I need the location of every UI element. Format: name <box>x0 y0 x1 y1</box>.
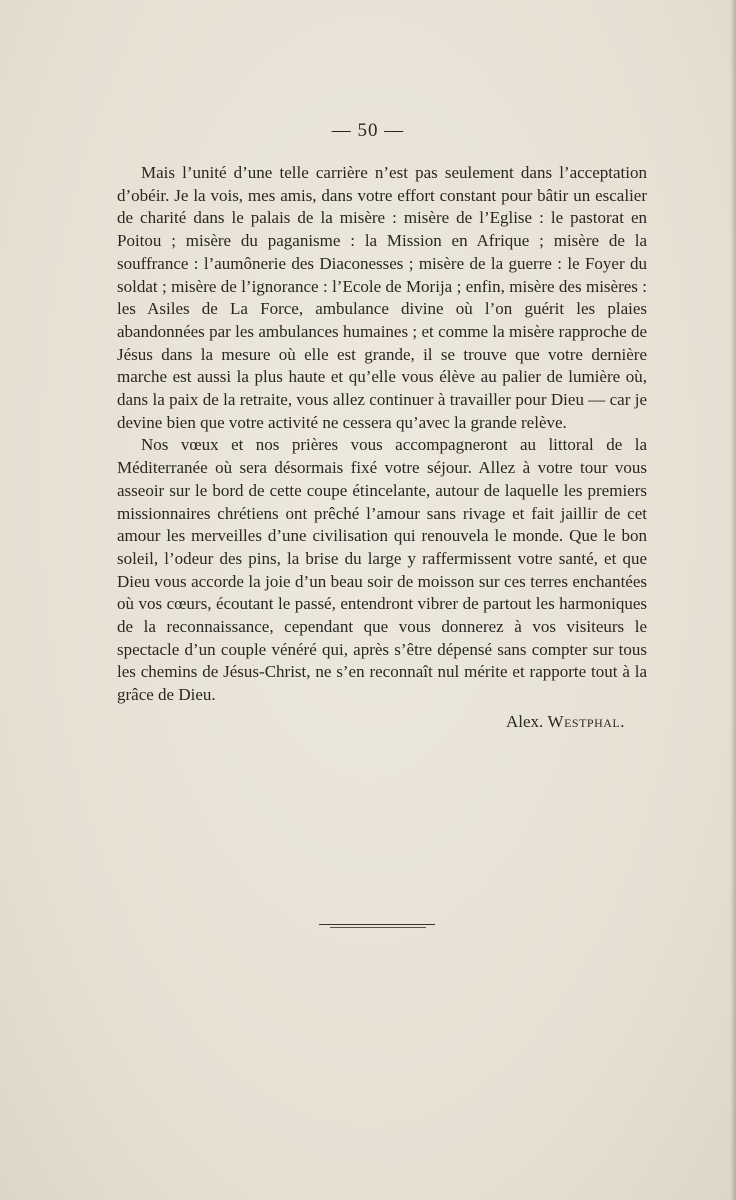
paragraph-1: Mais l’unité d’une telle carrière n’est pas seulement dans l’acceptation d’obéir. Je la vois, mes amis, dans votre effort constant pour bâtir un escalier de charité dans le palais de la misère : misère de l’Eglise : le pastorat en Poitou ; misère du paganisme : la Mission en Afrique ; misère de la souffrance : l’aumônerie des Diaconesses ; misère de la guerre : le Foyer du soldat ; misère de l’ignorance : l’Ecole de Morija ; enfin, misère des misères : les Asiles de La Force, ambulance divine où l’on guérit les plaies abandonnées par les ambulances humaines ; et comme la misère rapproche de Jésus dans la mesure où elle est grande, il se trouve que votre dernière marche est aussi la plus haute et qu’elle vous élève au palier de lumière où, dans la paix de la retraite, vous allez continuer à travailler pour Dieu — car je devine bien que votre activité ne cessera qu’avec la grande relève. <box>117 163 647 432</box>
page-edge-shadow <box>730 0 736 1200</box>
body-text <box>117 162 647 734</box>
closing-rule-inner <box>330 927 426 928</box>
page-number: — 50 — <box>331 120 405 141</box>
signature-last-name: Westphal. <box>547 711 625 731</box>
paragraph-2: Nos vœux et nos prières vous accompagneront au littoral de la Méditerranée où sera désormais fixé votre séjour. Allez à votre tour vous asseoir sur le bord de cette coupe étincelante, autour de laquelle les premiers missionnaires chrétiens ont prêché l’amour sans rivage et fait jaillir de cet amour les merveilles d’une civilisation qui renouvela le monde. Que le bon soleil, l’odeur des pins, la brise du large y raffermissent votre santé, et que Dieu vous accorde la joie d’un beau soir de moisson sur ces terres enchantées où vos cœurs, écoutant le passé, entendront vibrer de partout les harmoniques de la reconnaissance, cependant que vous donnerez à vos visiteurs le spectacle d’un couple vénéré qui, après s’être dépensé sans compter sur tous les chemins de Jésus-Christ, ne s’en reconnaît nul mérite et rapporte tout à la grâce de Dieu. <box>117 435 647 705</box>
closing-rule <box>319 924 435 925</box>
signature <box>117 711 647 734</box>
signature-first-name: Alex. <box>505 711 544 731</box>
